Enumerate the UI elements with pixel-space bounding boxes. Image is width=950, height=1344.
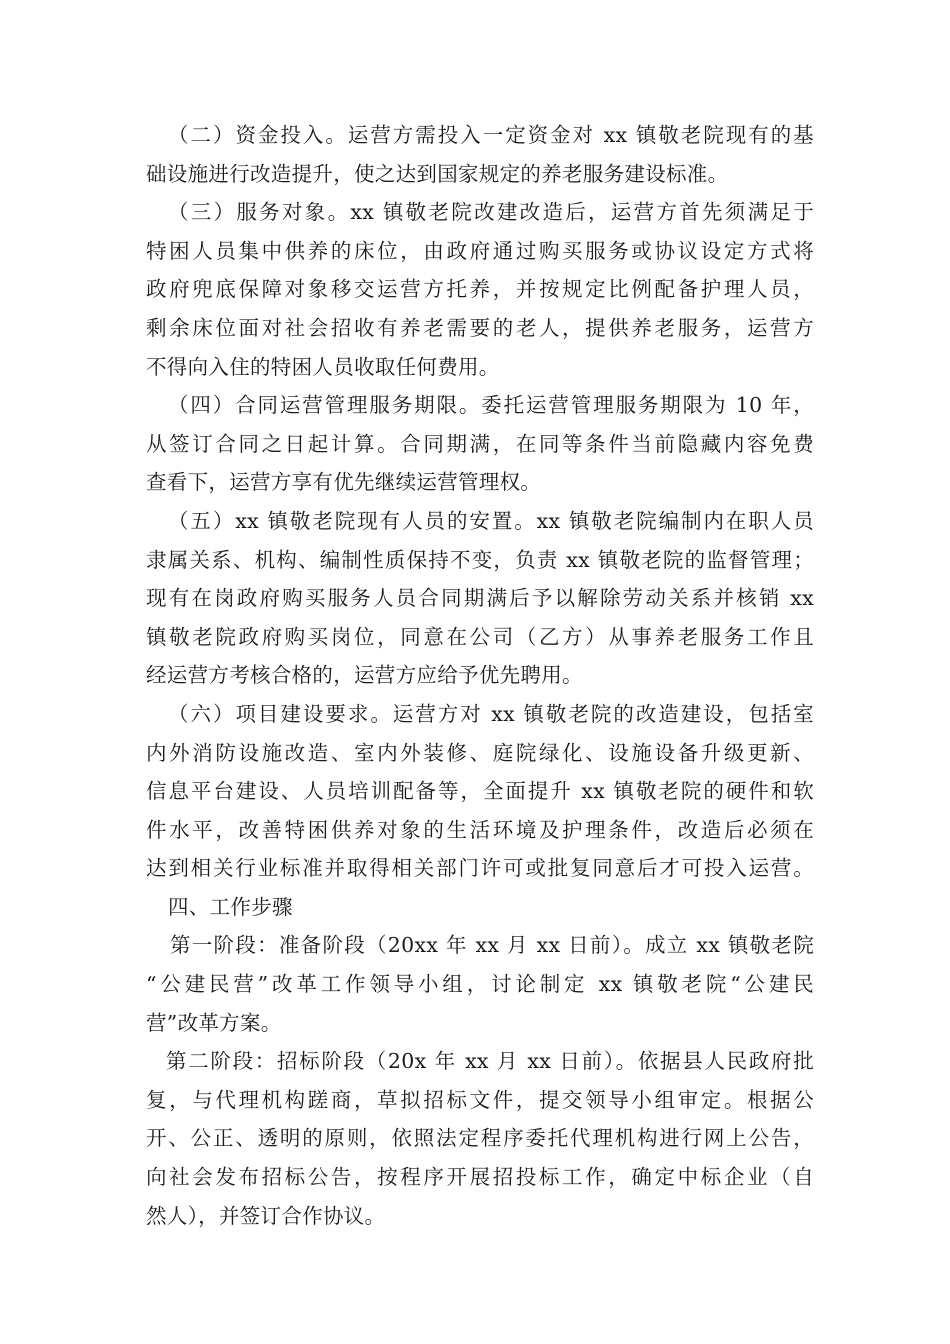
text-line: 查看下，运营方享有优先继续运营管理权。 [146, 470, 542, 495]
text-line: 第二阶段：招标阶段（20x 年 xx 月 xx 日前）。依据县人民政府批 [166, 1049, 814, 1074]
text-line: 从签订合同之日起计算。合同期满，在同等条件当前隐藏内容免费 [146, 431, 814, 456]
text-line: （三）服务对象。xx 镇敬老院改建改造后，运营方首先须满足于 [168, 200, 814, 225]
text-line: 现有在岗政府购买服务人员合同期满后予以解除劳动关系并核销 xx [146, 586, 814, 611]
text-line: 内外消防设施改造、室内外装修、庭院绿化、设施设备升级更新、 [146, 740, 814, 765]
text-line: 第一阶段：准备阶段（20xx 年 xx 月 xx 日前）。成立 xx 镇敬老院 [170, 933, 814, 958]
text-line: 开、公正、透明的原则，依照法定程序委托代理机构进行网上公告， [146, 1126, 814, 1151]
document-body [146, 116, 814, 1235]
text-line: 经运营方考核合格的，运营方应给予优先聘用。 [146, 663, 583, 688]
text-line: 剩余床位面对社会招收有养老需要的老人，提供养老服务，运营方 [146, 315, 814, 340]
text-line: （二）资金投入。运营方需投入一定资金对 xx 镇敬老院现有的基 [168, 123, 814, 147]
text-line: 镇敬老院政府购买岗位，同意在公司（乙方）从事养老服务工作且 [146, 624, 814, 649]
text-line: 营”改革方案。 [146, 1010, 282, 1035]
text-line: “公建民营”改革工作领导小组，讨论制定 xx 镇敬老院“公建民 [146, 972, 814, 997]
text-line: 达到相关行业标准并取得相关部门许可或批复同意后才可投入运营。 [146, 856, 814, 881]
text-line: （五）xx 镇敬老院现有人员的安置。xx 镇敬老院编制内在职人员 [168, 508, 814, 533]
text-line: 件水平，改善特困供养对象的生活环境及护理条件，改造后必须在 [146, 817, 814, 842]
text-line: 向社会发布招标公告，按程序开展招投标工作，确定中标企业（自 [146, 1165, 814, 1190]
text-line: （六）项目建设要求。运营方对 xx 镇敬老院的改造建设，包括室 [168, 701, 814, 726]
text-line: 隶属关系、机构、编制性质保持不变，负责 xx 镇敬老院的监督管理； [146, 547, 814, 572]
text-line: （四）合同运营管理服务期限。委托运营管理服务期限为 10 年， [168, 393, 814, 418]
text-line: 不得向入住的特困人员收取任何费用。 [146, 354, 500, 379]
text-line: 础设施进行改造提升，使之达到国家规定的养老服务建设标准。 [146, 161, 729, 186]
text-line: 政府兜底保障对象移交运营方托养，并按规定比例配备护理人员， [146, 277, 814, 302]
text-line: 复，与代理机构蹉商，草拟招标文件，提交领导小组审定。根据公 [146, 1087, 814, 1112]
text-line: 然人），并签订合作协议。 [146, 1203, 386, 1228]
text-line: 信息平台建设、人员培训配备等，全面提升 xx 镇敬老院的硬件和软 [146, 779, 814, 804]
text-line: 特困人员集中供养的床位，由政府通过购买服务或协议设定方式将 [146, 238, 814, 263]
text-line: 四、工作步骤 [168, 894, 293, 919]
